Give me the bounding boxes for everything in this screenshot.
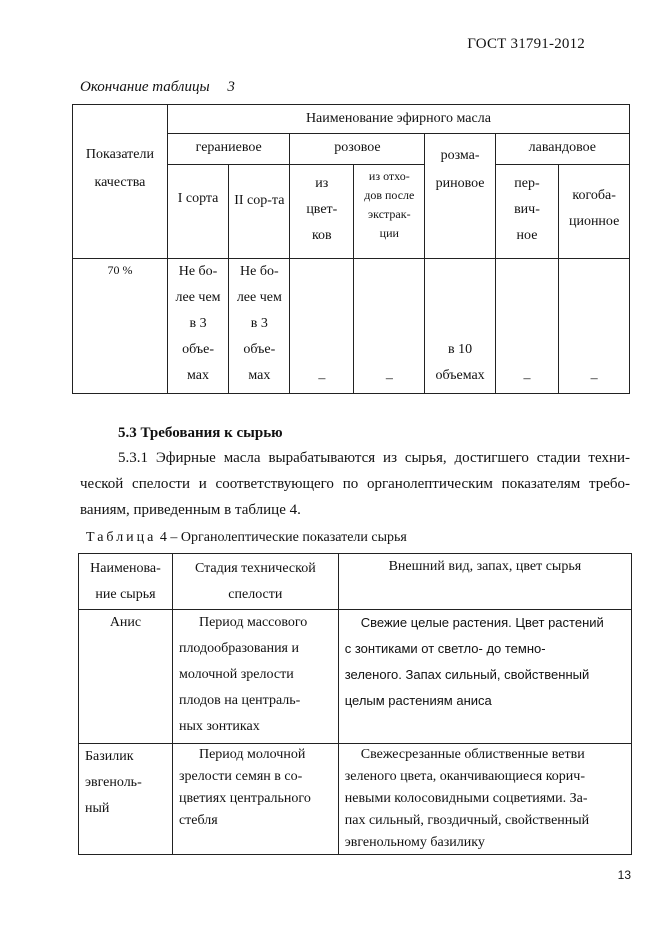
lavender-cohobation-header: когоба-ционное: [559, 165, 630, 259]
paragraph-line-1: 5.3.1 Эфирные масла вырабатываются из сырья, достигшего стадии техни-: [118, 450, 630, 466]
row2-description: Свежесрезанные облиственные ветви зеленого цвета, оканчивающиеся корич- невыми колосовидными соцветиями. За- пах сильный, гвоздичный, свойственный эвгенольному базилику: [338, 744, 631, 855]
table3-caption-text: Окончание таблицы: [80, 79, 210, 95]
rosemary-header: розма-риновое: [425, 134, 495, 259]
paragraph-line-3: ваниям, приведенным в таблице 4.: [80, 502, 301, 518]
table4-caption-text: 4 – Органолептические показатели сырья: [159, 530, 407, 545]
row1-stage: Период массового плодообразования и молочной зрелости плодов на централь- ных зонтиках: [172, 610, 338, 744]
header-stage: Стадия технической спелости: [172, 554, 338, 610]
page-number: 13: [617, 868, 631, 882]
value-rosemary: в 10 объемах: [425, 259, 495, 394]
value-lavender-primary: –: [495, 259, 559, 394]
value-rose-waste: –: [354, 259, 425, 394]
row1-description: Свежие целые растения. Цвет растений с зонтиками от светло- до темно- зеленого. Запах сильный, свойственный целым растениям аниса: [338, 610, 631, 744]
value-rose-flowers: –: [290, 259, 354, 394]
grade2-header: II сор-та: [229, 165, 290, 259]
table4-caption: [86, 530, 407, 546]
rose-waste-header: из отхо-дов после экстрак-ции: [354, 165, 425, 259]
indicator-header: Показатели качества: [73, 105, 168, 259]
row-label: 70 %: [73, 259, 168, 394]
value-grade1: Не бо-лее чем в 3 объе-мах: [167, 259, 228, 394]
rose-header: розовое: [290, 134, 425, 165]
quality-table: [72, 104, 630, 394]
raw-material-table: [78, 553, 632, 855]
table3-caption-number: 3: [227, 79, 235, 95]
header-description: Внешний вид, запах, цвет сырья: [338, 554, 631, 610]
paragraph-line-2: ческой спелости и соответствующего по органолептическим показателям требо-: [80, 476, 630, 492]
row2-name: Базилик эвгеноль-ный: [79, 744, 173, 855]
table4-caption-word: Таблица: [86, 530, 157, 545]
geranium-header: гераниевое: [167, 134, 290, 165]
grade1-header: I сорта: [167, 165, 228, 259]
lavender-primary-header: пер-вич-ное: [495, 165, 559, 259]
document-code: ГОСТ 31791-2012: [467, 36, 585, 52]
lavender-header: лавандовое: [495, 134, 629, 165]
rose-flowers-header: из цвет-ков: [290, 165, 354, 259]
header-name: Наименова-ние сырья: [79, 554, 173, 610]
table3-caption: [80, 79, 235, 96]
value-lavender-cohobation: –: [559, 259, 630, 394]
value-grade2: Не бо-лее чем в 3 объе-мах: [229, 259, 290, 394]
section-title: 5.3 Требования к сырью: [118, 425, 283, 441]
row1-name: Анис: [79, 610, 173, 744]
row2-stage: Период молочной зрелости семян в со- цветиях центрального стебля: [172, 744, 338, 855]
oil-name-header: Наименование эфирного масла: [167, 105, 629, 134]
